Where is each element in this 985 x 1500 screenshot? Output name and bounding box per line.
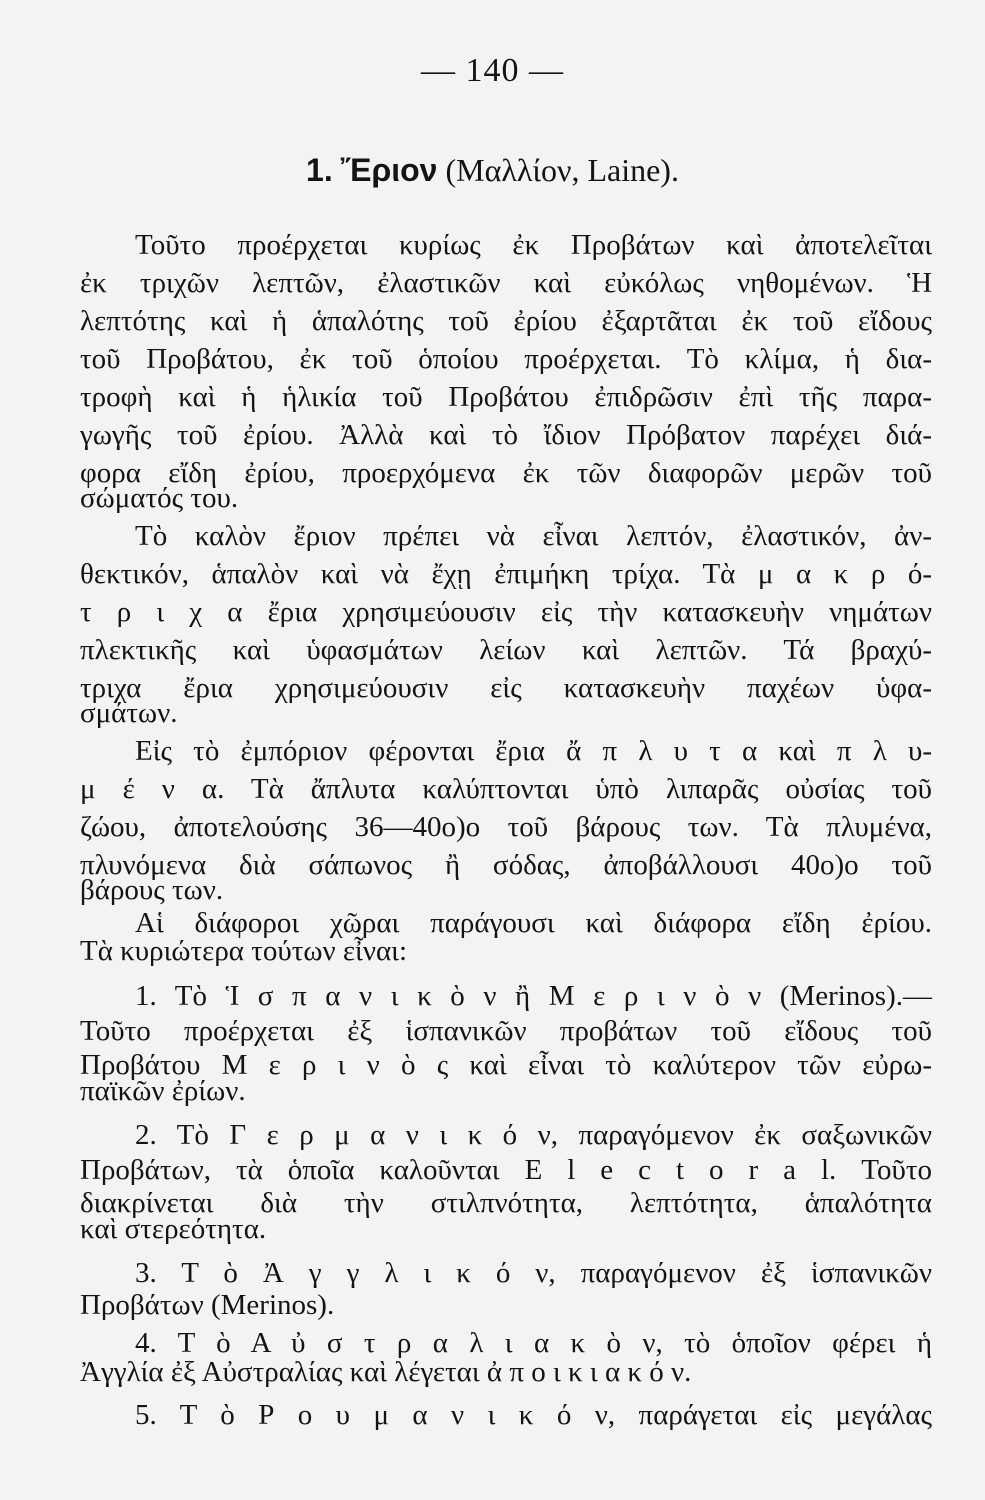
text-line: μ έ ν α. Τὰ ἄπλυτα καλύπτονται ὑπὸ λιπαρᾶς οὐσίας τοῦ xyxy=(80,773,932,805)
text-line: Αἱ διάφοροι χῶραι παράγουσι καὶ διάφορα εἴδη ἐρίου. xyxy=(135,907,932,939)
section-heading xyxy=(0,152,985,189)
section-number: 1. xyxy=(306,152,333,188)
text-line: Προβάτων (Merinos). xyxy=(80,1289,335,1321)
text-line: τ ρ ι χ α ἔρια χρησιμεύουσιν εἰς τὴν κατασκευὴν νημάτων xyxy=(80,596,932,628)
text-line: Τοῦτο προέρχεται ἐξ ἱσπανικῶν προβάτων τοῦ εἴδους τοῦ xyxy=(80,1015,932,1047)
text-line: καὶ στερεότητα. xyxy=(80,1213,267,1245)
text-line: γωγῆς τοῦ ἐρίου. Ἀλλὰ καὶ τὸ ἴδιον Πρόβατον παρέχει διά- xyxy=(80,419,932,451)
text-line: 3. Τ ὸ Ἀ γ γ λ ι κ ό ν, παραγόμενον ἐξ ἱσπανικῶν xyxy=(135,1257,932,1289)
text-line: Ἀγγλία ἐξ Αὐστραλίας καὶ λέγεται ἀ π ο ι κ ι α κ ό ν. xyxy=(80,1356,692,1388)
text-line: θεκτικόν, ἁπαλὸν καὶ νὰ ἔχῃ ἐπιμήκη τρίχα. Τὰ μ α κ ρ ό- xyxy=(80,558,932,590)
section-subtitle: (Μαλλίον, Laine). xyxy=(445,152,679,188)
text-line: λεπτότης καὶ ἡ ἁπαλότης τοῦ ἐρίου ἐξαρτᾶται ἐκ τοῦ εἴδους xyxy=(80,305,932,337)
text-line: Τοῦτο προέρχεται κυρίως ἐκ Προβάτων καὶ ἀποτελεῖται xyxy=(135,229,932,261)
text-line: πλεκτικῆς καὶ ὑφασμάτων λείων καὶ λεπτῶν. Τά βραχύ- xyxy=(80,634,932,666)
text-line: παϊκῶν ἐρίων. xyxy=(80,1075,246,1107)
text-line: ἐκ τριχῶν λεπτῶν, ἐλαστικῶν καὶ εὐκόλως νηθομένων. Ἡ xyxy=(80,267,932,299)
section-title: Ἔριον xyxy=(340,152,438,188)
text-line: τριχα ἔρια χρησιμεύουσιν εἰς κατασκευὴν παχέων ὑφα- xyxy=(80,672,932,704)
text-line: πλυνόμενα διὰ σάπωνος ἢ σόδας, ἀποβάλλουσι 40ο)ο τοῦ xyxy=(80,849,932,881)
page-number: — 140 — xyxy=(421,52,564,89)
text-line: διακρίνεται διὰ τὴν στιλπνότητα, λεπτότητα, ἁπαλότητα xyxy=(80,1187,932,1219)
text-line: σώματός του. xyxy=(80,482,239,514)
text-line: Τὸ καλὸν ἔριον πρέπει νὰ εἶναι λεπτόν, ἐλαστικόν, ἀν- xyxy=(135,520,932,552)
text-line: φορα εἴδη ἐρίου, προερχόμενα ἐκ τῶν διαφορῶν μερῶν τοῦ xyxy=(80,457,932,489)
text-line: τοῦ Προβάτου, ἐκ τοῦ ὁποίου προέρχεται. Τὸ κλίμα, ἡ δια- xyxy=(80,343,932,375)
text-line: 2. Τὸ Γ ε ρ μ α ν ι κ ό ν, παραγόμενον ἐκ σαξωνικῶν xyxy=(135,1119,932,1151)
text-line: τροφὴ καὶ ἡ ἡλικία τοῦ Προβάτου ἐπιδρῶσιν ἐπὶ τῆς παρα- xyxy=(80,381,932,413)
text-line: Τὰ κυριώτερα τούτων εἶναι: xyxy=(80,935,408,967)
text-line: Προβάτου Μ ε ρ ι ν ὸ ς καὶ εἶναι τὸ καλύτερον τῶν εὐρω- xyxy=(80,1049,932,1081)
text-line: σμάτων. xyxy=(80,697,178,729)
text-line: ζώου, ἀποτελούσης 36—40ο)ο τοῦ βάρους των. Τὰ πλυμένα, xyxy=(80,811,932,843)
text-line: 4. Τ ὸ Α ὐ σ τ ρ α λ ι α κ ὸ ν, τὸ ὁποῖον φέρει ἡ xyxy=(135,1327,932,1359)
text-line: 1. Τὸ Ἱ σ π α ν ι κ ὸ ν ἢ Μ ε ρ ι ν ὸ ν (Merinos).— xyxy=(135,980,932,1012)
text-line: βάρους των. xyxy=(80,874,224,906)
text-line: Εἰς τὸ ἐμπόριον φέρονται ἔρια ἄ π λ υ τ α καὶ π λ υ- xyxy=(135,735,932,767)
text-line: 5. Τ ὸ Ρ ο υ μ α ν ι κ ό ν, παράγεται εἰς μεγάλας xyxy=(135,1399,932,1431)
text-line: Προβάτων, τὰ ὁποῖα καλοῦνται E l e c t o r a l. Τοῦτο xyxy=(80,1154,932,1186)
